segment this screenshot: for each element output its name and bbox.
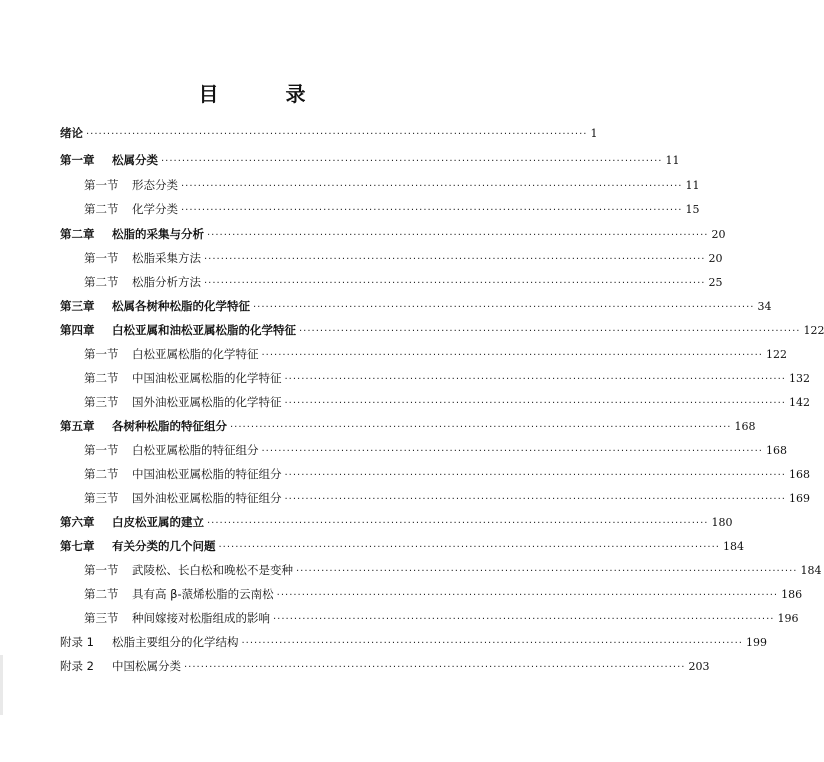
toc-entry [60,418,756,438]
entry-page: 15 [685,203,700,216]
entry-page: 203 [688,660,710,673]
toc-entry [84,346,787,366]
entry-page: 11 [685,179,700,192]
toc-entry [60,322,824,342]
dot-leader: ························································································································ [284,374,786,385]
entry-title: 具有高 β-蒎烯松脂的云南松 [132,587,274,601]
toc-entry [84,490,810,510]
dot-leader: ························································································································ [241,638,743,649]
entry-number: 第四章 [60,323,95,337]
toc-entry [60,634,767,654]
toc-entry [84,562,822,582]
entry-title: 国外油松亚属松脂的化学特征 [132,395,282,409]
page-title: 目 录 [198,82,336,106]
entry-title: 白松亚属松脂的化学特征 [132,347,259,361]
dot-leader: ························································································································ [181,205,683,216]
dot-leader: ························································································································ [296,566,798,577]
entry-page: 169 [788,492,810,505]
entry-title: 白松亚属松脂的特征组分 [132,443,259,457]
dot-leader: ························································································································ [181,181,683,192]
dot-leader: ························································································································ [207,230,709,241]
toc-entry [84,177,700,197]
dot-leader: ························································································································ [204,254,706,265]
entry-page: 184 [800,564,822,577]
entry-title: 松脂的采集与分析 [112,227,204,241]
toc-entry [84,466,810,486]
toc-entry [60,538,744,558]
dot-leader: ························································································································ [284,398,786,409]
entry-number: 第三节 [84,491,119,505]
entry-title: 中国松属分类 [112,659,181,673]
entry-title: 中国油松亚属松脂的特征组分 [132,467,282,481]
dot-leader: ························································································································ [261,350,763,361]
toc-entry [84,394,810,414]
toc-entry [84,370,810,390]
dot-leader: ························································································································ [276,590,779,601]
entry-number: 第二节 [84,467,119,481]
toc-entry [84,442,787,462]
toc-entry [84,250,723,270]
entry-number: 绪论 [60,126,83,140]
entry-page: 122 [765,348,787,361]
entry-number: 第二节 [84,587,119,601]
dot-leader: ························································································································ [299,326,801,337]
entry-title: 武陵松、长白松和晚松不是变种 [132,563,293,577]
entry-number: 附录 1 [60,635,94,649]
entry-title: 中国油松亚属松脂的化学特征 [132,371,282,385]
entry-page: 168 [734,420,756,433]
entry-number: 第一节 [84,347,119,361]
dot-leader: ························································································································ [161,156,663,167]
toc-entry [84,274,723,294]
dot-leader: ························································································································ [284,494,786,505]
toc-entry [60,125,598,145]
entry-title: 白松亚属和油松亚属松脂的化学特征 [112,323,296,337]
dot-leader: ························································································································ [218,542,720,553]
entry-number: 第三章 [60,299,95,313]
entry-number: 第三节 [84,611,119,625]
entry-page: 186 [781,588,803,601]
dot-leader: ························································································································ [184,662,686,673]
entry-page: 11 [665,154,680,167]
entry-number: 第一节 [84,251,119,265]
entry-title: 松属分类 [112,153,158,167]
entry-page: 20 [711,228,726,241]
entry-title: 化学分类 [132,202,178,216]
entry-title: 松属各树种松脂的化学特征 [112,299,250,313]
toc-entry [84,586,803,606]
toc-entry [60,514,733,534]
dot-leader: ························································································································ [253,302,755,313]
entry-page: 122 [803,324,824,337]
entry-title: 有关分类的几个问题 [112,539,216,553]
entry-number: 第六章 [60,515,95,529]
dot-leader: ························································································································ [284,470,786,481]
dot-leader: ························································································································ [207,518,709,529]
entry-page: 1 [590,127,598,140]
dot-leader: ························································································································ [230,422,732,433]
entry-title: 松脂分析方法 [132,275,201,289]
toc-entry [60,658,710,678]
entry-title: 种间嫁接对松脂组成的影响 [132,611,270,625]
entry-title: 形态分类 [132,178,178,192]
entry-number: 第二节 [84,371,119,385]
toc-entry [84,201,700,221]
entry-title: 松脂主要组分的化学结构 [112,635,239,649]
entry-page: 34 [757,300,772,313]
entry-page: 168 [788,468,810,481]
entry-title: 各树种松脂的特征组分 [112,419,227,433]
entry-number: 第一节 [84,443,119,457]
entry-title: 白皮松亚属的建立 [112,515,204,529]
entry-title: 国外油松亚属松脂的特征组分 [132,491,282,505]
entry-number: 第二节 [84,202,119,216]
toc-entry [60,226,726,246]
entry-page: 196 [777,612,799,625]
entry-page: 142 [788,396,810,409]
entry-page: 25 [708,276,723,289]
entry-number: 第一节 [84,563,119,577]
toc-entry [60,298,772,318]
entry-page: 132 [788,372,810,385]
toc-entry [60,152,680,172]
dot-leader: ························································································································ [261,446,763,457]
toc-entry [84,610,799,630]
entry-number: 第二节 [84,275,119,289]
entry-number: 第七章 [60,539,95,553]
dot-leader: ························································································································ [273,614,775,625]
entry-page: 168 [765,444,787,457]
entry-number: 第五章 [60,419,95,433]
entry-number: 第一节 [84,178,119,192]
entry-page: 199 [745,636,767,649]
scan-edge-shadow [0,655,3,715]
dot-leader: ························································································································ [86,129,588,140]
entry-page: 180 [711,516,733,529]
entry-title: 松脂采集方法 [132,251,201,265]
entry-number: 附录 2 [60,659,94,673]
entry-page: 20 [708,252,723,265]
entry-number: 第二章 [60,227,95,241]
entry-page: 184 [722,540,744,553]
entry-number: 第三节 [84,395,119,409]
dot-leader: ························································································································ [204,278,706,289]
entry-number: 第一章 [60,153,95,167]
